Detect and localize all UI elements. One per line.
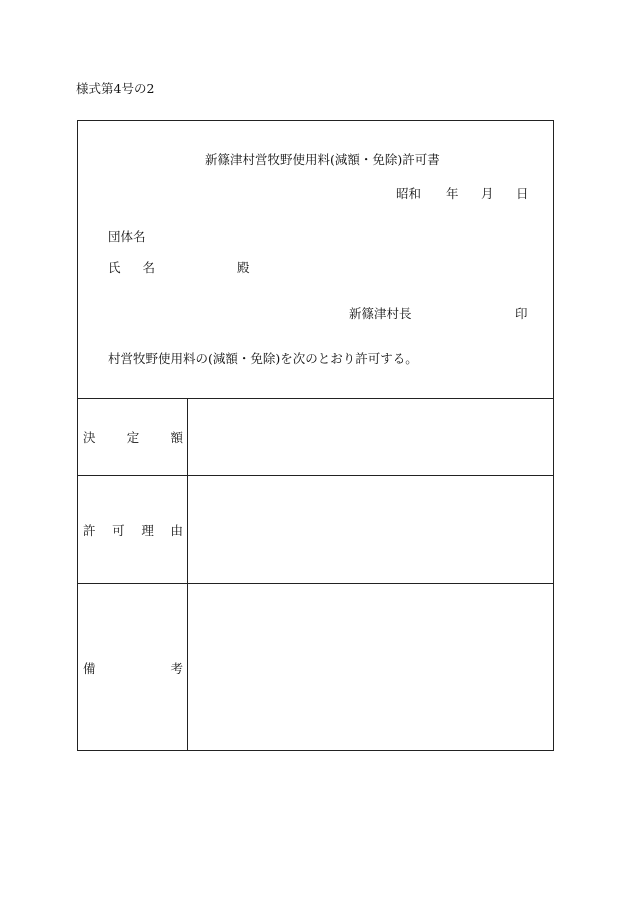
issuer-title: 新篠津村長: [349, 306, 412, 321]
label-char: 由: [170, 522, 183, 538]
label-char: 定: [126, 430, 140, 445]
label-char: 額: [170, 430, 183, 445]
row-label-cell: [78, 584, 188, 751]
date-month: 月: [481, 186, 494, 201]
row-label-cell: [78, 476, 188, 583]
row-decided-amount: [78, 398, 553, 475]
name-label-first: 氏: [108, 260, 121, 275]
row-remarks: [78, 583, 553, 751]
row-permit-reason: [78, 475, 553, 583]
form-header: [78, 121, 553, 399]
label-char: 備: [83, 660, 96, 676]
name-label: [108, 262, 155, 275]
seal-mark: 印: [515, 306, 528, 321]
permit-reason-value[interactable]: [188, 476, 553, 583]
date-day: 日: [516, 186, 529, 201]
date-year: 年: [446, 186, 459, 201]
name-label-second: 名: [142, 260, 156, 275]
label-char: 決: [83, 430, 96, 445]
row-label: [83, 659, 183, 677]
row-label: [83, 428, 183, 446]
form-title: 新篠津村営牧野使用料(減額・免除)許可書: [205, 152, 440, 167]
label-char: 可: [112, 522, 125, 538]
date-row: [396, 184, 529, 201]
honorific-dono: 殿: [237, 260, 250, 275]
label-char: 許: [83, 522, 96, 538]
permit-statement: 村営牧野使用料の(減額・免除)を次のとおり許可する。: [108, 351, 418, 366]
permit-form: [77, 120, 554, 751]
remarks-value[interactable]: [188, 584, 553, 751]
decided-amount-value[interactable]: [188, 399, 553, 475]
date-era: 昭和: [396, 186, 422, 201]
label-char: 理: [141, 522, 154, 538]
label-char: 考: [170, 660, 183, 676]
row-label: [83, 521, 183, 539]
row-label-cell: [78, 399, 188, 475]
organization-label: 団体名: [108, 229, 146, 244]
form-number: 様式第4号の2: [76, 81, 155, 96]
